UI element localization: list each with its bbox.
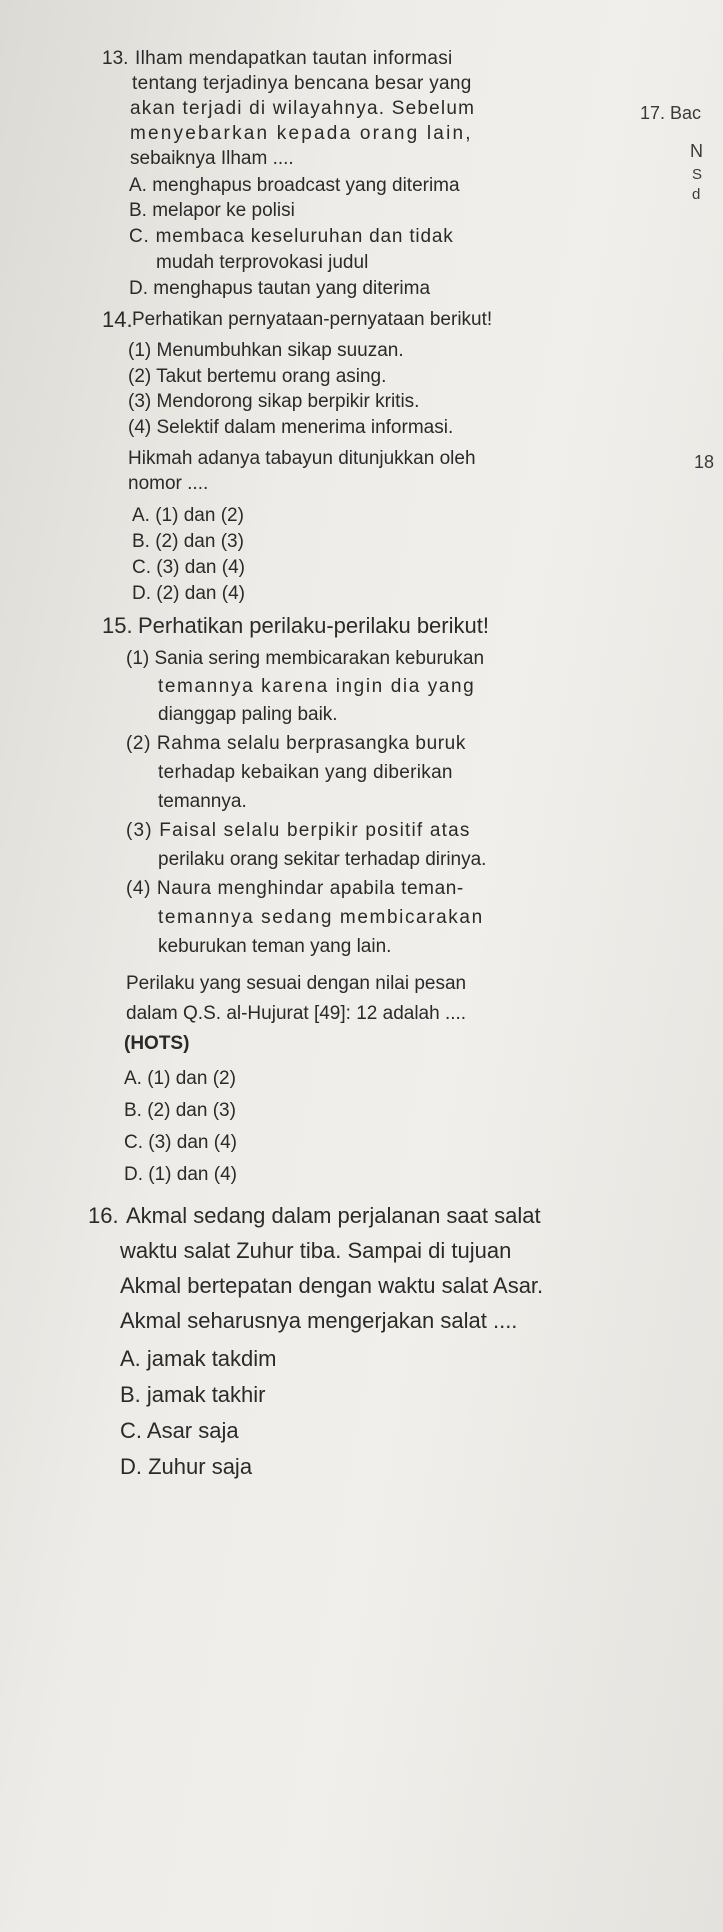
q15-number: 15. xyxy=(102,613,133,638)
q15-item-4: (4) Naura menghindar apabila teman- xyxy=(126,878,464,899)
q13-line-5: sebaiknya Ilham .... xyxy=(130,148,294,169)
q15-option-a: A. (1) dan (2) xyxy=(124,1068,236,1089)
q14-item-1: (1) Menumbuhkan sikap suuzan. xyxy=(128,340,404,361)
q14-option-a: A. (1) dan (2) xyxy=(132,505,244,526)
edge-18-fragment: 18 xyxy=(694,452,715,472)
q16-line-4: Akmal seharusnya mengerjakan salat .... xyxy=(120,1308,518,1333)
q13-number: 13. xyxy=(102,48,129,69)
q14-item-3: (3) Mendorong sikap berpikir kritis. xyxy=(128,391,420,412)
q15-item-1-cont-1: temannya karena ingin dia yang xyxy=(158,676,476,697)
q15-question-2: dalam Q.S. al-Hujurat [49]: 12 adalah .... xyxy=(126,1003,467,1024)
q14-option-c: C. (3) dan (4) xyxy=(132,557,245,578)
q16-line-3: Akmal bertepatan dengan waktu salat Asar. xyxy=(120,1273,544,1298)
q13-line-3: akan terjadi di wilayahnya. Sebelum xyxy=(130,98,476,119)
q15-item-4-cont-1: temannya sedang membicarakan xyxy=(158,907,484,928)
q15-item-2-cont-2: temannya. xyxy=(158,791,247,812)
q16-line-2: waktu salat Zuhur tiba. Sampai di tujuan xyxy=(120,1238,512,1263)
q14-item-4: (4) Selektif dalam menerima informasi. xyxy=(128,417,454,438)
q15-title: Perhatikan perilaku-perilaku berikut! xyxy=(138,613,489,638)
q16-option-d: D. Zuhur saja xyxy=(120,1454,253,1479)
q15-option-c: C. (3) dan (4) xyxy=(124,1132,237,1153)
edge-d-fragment: d xyxy=(692,186,701,203)
q13-option-a: A. menghapus broadcast yang diterima xyxy=(129,175,460,196)
edge-n-fragment: N xyxy=(690,141,703,161)
q14-question-1: Hikmah adanya tabayun ditunjukkan oleh xyxy=(128,448,476,469)
q14-title: Perhatikan pernyataan-pernyataan berikut! xyxy=(132,309,493,330)
q14-option-b: B. (2) dan (3) xyxy=(132,531,244,552)
q15-option-d: D. (1) dan (4) xyxy=(124,1164,237,1185)
q13-option-c-cont: mudah terprovokasi judul xyxy=(156,252,369,273)
q15-item-1-cont-2: dianggap paling baik. xyxy=(158,704,338,725)
q13-line-1: Ilham mendapatkan tautan informasi xyxy=(135,48,453,69)
q13-option-d: D. menghapus tautan yang diterima xyxy=(129,278,431,299)
q15-question-1: Perilaku yang sesuai dengan nilai pesan xyxy=(126,973,467,994)
q15-item-3: (3) Faisal selalu berpikir positif atas xyxy=(126,820,471,841)
q13-line-2: tentang terjadinya bencana besar yang xyxy=(132,73,472,94)
q15-hots-label: (HOTS) xyxy=(124,1033,190,1054)
q16-line-1: Akmal sedang dalam perjalanan saat salat xyxy=(126,1203,541,1228)
q16-option-a: A. jamak takdim xyxy=(120,1346,277,1371)
q15-item-3-cont: perilaku orang sekitar terhadap dirinya. xyxy=(158,849,487,870)
q16-option-c: C. Asar saja xyxy=(120,1418,239,1443)
q13-option-c: C. membaca keseluruhan dan tidak xyxy=(129,226,454,247)
q13-option-b: B. melapor ke polisi xyxy=(129,200,295,221)
q16-option-b: B. jamak takhir xyxy=(120,1382,266,1407)
q15-item-1: (1) Sania sering membicarakan keburukan xyxy=(126,648,485,669)
q16-number: 16. xyxy=(88,1203,119,1228)
edge-q17-fragment: 17. Bac xyxy=(640,103,702,123)
q14-question-2: nomor .... xyxy=(128,473,209,494)
q15-option-b: B. (2) dan (3) xyxy=(124,1100,236,1121)
q15-item-2: (2) Rahma selalu berprasangka buruk xyxy=(126,733,466,754)
q15-item-2-cont-1: terhadap kebaikan yang diberikan xyxy=(158,762,453,783)
q14-item-2: (2) Takut bertemu orang asing. xyxy=(128,366,387,387)
q14-number: 14. xyxy=(102,307,133,332)
q13-line-4: menyebarkan kepada orang lain, xyxy=(130,123,473,144)
q14-option-d: D. (2) dan (4) xyxy=(132,583,245,604)
edge-s-fragment: S xyxy=(692,166,703,183)
q15-item-4-cont-2: keburukan teman yang lain. xyxy=(158,936,392,957)
